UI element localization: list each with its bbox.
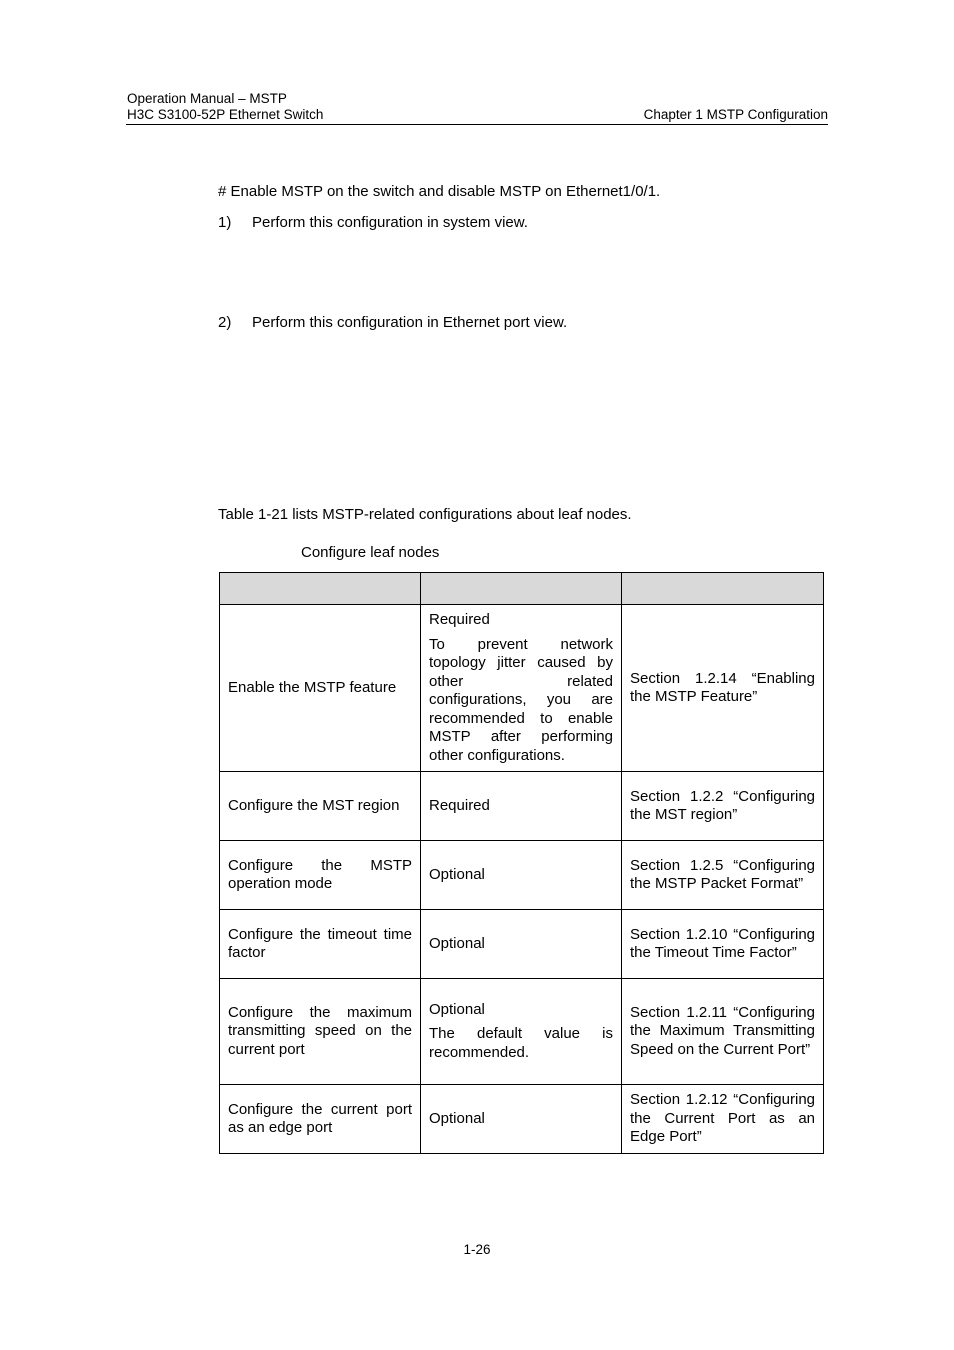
reference-cell: Section 1.2.12 “Configuring the Current Port as an Edge Port” [622,1085,824,1154]
column-header [622,573,824,605]
table-row [220,1085,824,1154]
requirement-cell [421,605,622,772]
product-name: H3C S3100-52P Ethernet Switch [127,107,324,122]
requirement-cell: Optional [421,841,622,910]
leaf-node-config-table [219,572,824,1154]
requirement-cell: Required [421,772,622,841]
step-text: Perform this configuration in system view. [252,214,528,231]
reference-cell: Section 1.2.14 “Enabling the MSTP Feature” [622,605,824,772]
step-text: Perform this configuration in Ethernet port view. [252,314,568,331]
step-number: 2) [218,314,232,331]
running-header-left [127,91,323,123]
step-number: 1) [218,214,232,231]
table-row [220,772,824,841]
table-row [220,841,824,910]
operation-cell: Configure the MSTP operation mode [220,841,421,910]
operation-cell: Configure the timeout time factor [220,910,421,979]
operation-cell: Configure the MST region [220,772,421,841]
column-header [220,573,421,605]
reference-cell: Section 1.2.10 “Configuring the Timeout Time Factor” [622,910,824,979]
table-row [220,605,824,772]
requirement-note: To prevent network topology jitter caused by other related configurations, you are recommended to enable MSTP after performing other configurations. [429,635,613,764]
reference-cell: Section 1.2.11 “Configuring the Maximum Transmitting Speed on the Current Port” [622,979,824,1085]
header-divider [126,124,828,125]
table-reference: Table 1-21 lists MSTP-related configurations about leaf nodes. [218,506,632,523]
operation-cell: Configure the current port as an edge port [220,1085,421,1154]
table-caption: Configure leaf nodes [301,544,440,561]
requirement-text: Required [429,611,490,628]
table-row [220,910,824,979]
operation-cell: Configure the maximum transmitting speed on the current port [220,979,421,1085]
requirement-cell [421,979,622,1085]
page-number: 1-26 [463,1242,491,1257]
reference-cell: Section 1.2.2 “Configuring the MST region” [622,772,824,841]
requirement-cell: Optional [421,1085,622,1154]
chapter-title: Chapter 1 MSTP Configuration [643,107,828,122]
column-header [421,573,622,605]
reference-cell: Section 1.2.5 “Configuring the MSTP Packet Format” [622,841,824,910]
requirement-note: The default value is recommended. [429,1025,613,1061]
requirement-cell: Optional [421,910,622,979]
step-2 [218,314,567,332]
manual-title: Operation Manual – MSTP [127,91,287,106]
step-1 [218,214,528,232]
table-row [220,979,824,1085]
example-intro: # Enable MSTP on the switch and disable MSTP on Ethernet1/0/1. [218,183,661,200]
requirement-text: Optional [429,1000,485,1018]
operation-cell: Enable the MSTP feature [220,605,421,772]
table-header-row [220,573,824,605]
